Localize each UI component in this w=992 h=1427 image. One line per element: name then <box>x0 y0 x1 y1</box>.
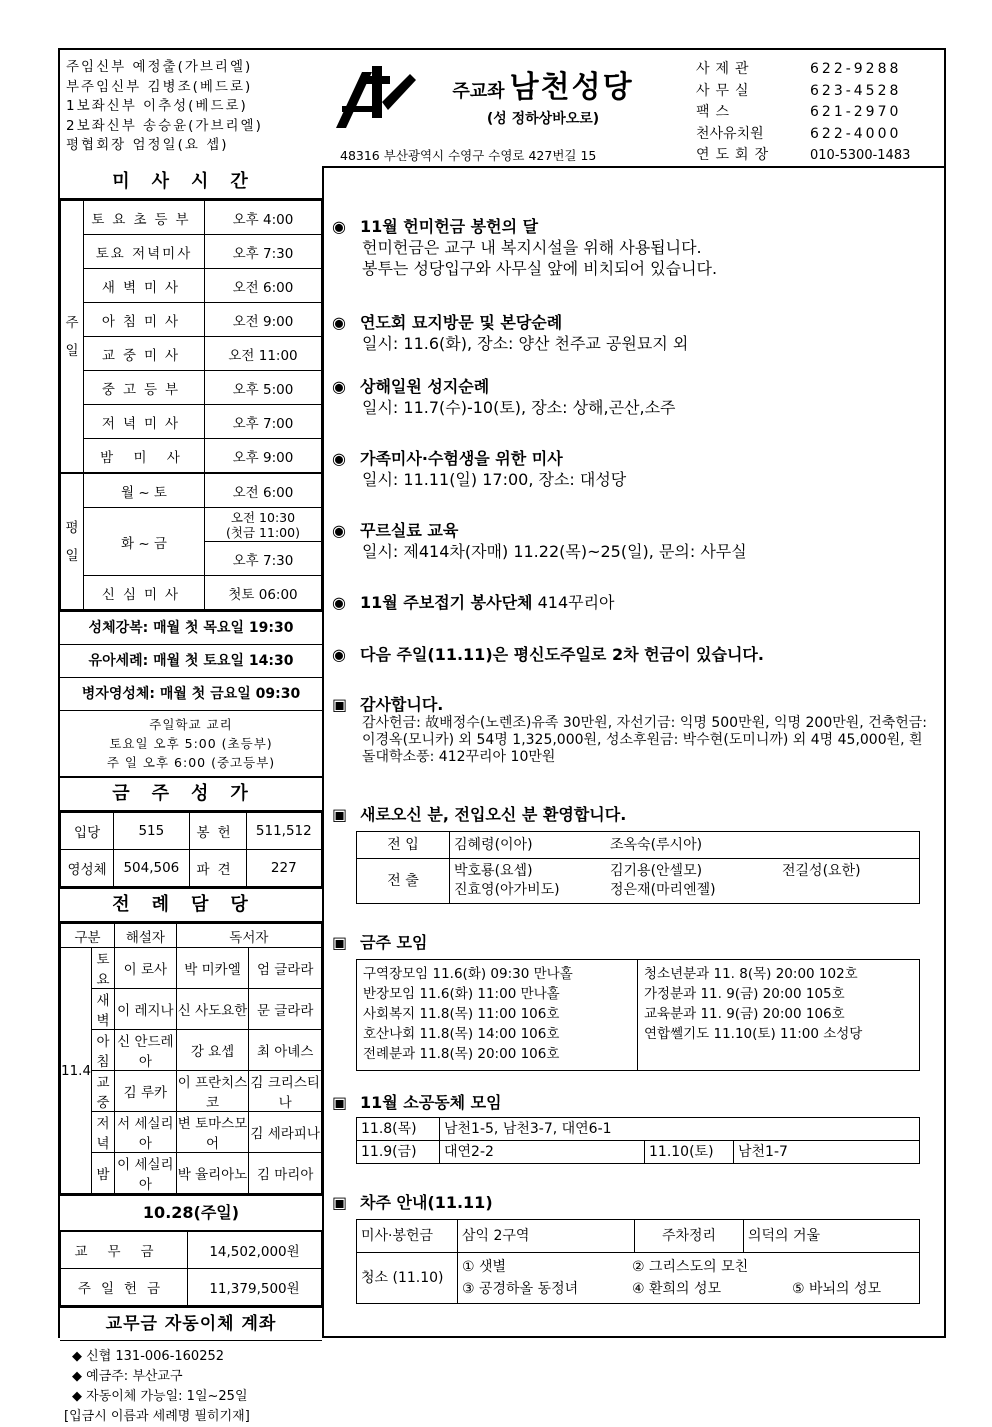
mass-name: 저녁미사 <box>84 405 205 439</box>
cleaning-item: ⑤ 바뇌의 성모 <box>792 1281 882 1297</box>
staff-line: 주임신부 예정출(가브리엘) <box>66 59 253 75</box>
mass-row <box>61 405 322 439</box>
welcome-names <box>450 832 920 859</box>
offering-table <box>60 1231 322 1306</box>
next-week-table <box>356 1219 920 1304</box>
mass-row <box>61 303 322 337</box>
mass-times-title: 미사시간 <box>60 166 322 200</box>
mass-name: 토요초등부 <box>84 201 205 235</box>
notice <box>332 592 615 613</box>
mass-name: 밤 미 사 <box>84 439 205 474</box>
hymn-value: 227 <box>246 850 321 887</box>
notice-title: 11월 주보접기 봉사단체 <box>360 593 533 612</box>
church-logo-icon <box>332 62 420 134</box>
mass-row <box>61 576 322 610</box>
meeting-line: 연합쎌기도 11.10(토) 11:00 소성당 <box>644 1026 863 1042</box>
notice <box>332 644 764 665</box>
notice-title: 상해일원 성지순례 <box>360 377 490 396</box>
meetings-left <box>357 960 638 1071</box>
welcome-label: 전 출 <box>357 859 450 904</box>
meeting-line: 사회복지 11.8(목) 11:00 106호 <box>363 1006 560 1022</box>
liturgy-reader: 엄 글라라 <box>249 948 322 989</box>
square-bullet-icon: ▣ <box>332 1093 348 1112</box>
liturgy-date: 11.4 <box>61 948 92 1194</box>
welcome-name: 정은재(마리엔젤) <box>610 882 716 898</box>
mass-time: 오후 5:00 <box>205 371 322 405</box>
next-week-label: 미사·봉헌금 <box>357 1220 458 1253</box>
contact-label: 사무실 <box>696 82 755 99</box>
bank-line: [입금시 이름과 세례명 필히기재] <box>64 1409 250 1424</box>
notice-title: 연도회 묘지방문 및 본당순례 <box>360 313 563 332</box>
liturgy-mass: 밤 <box>92 1153 115 1194</box>
meeting-line: 교육분과 11. 9(금) 20:00 106호 <box>644 1006 845 1022</box>
mass-name: 새벽미사 <box>84 269 205 303</box>
contact-row <box>696 103 910 123</box>
notice-line: 봉투는 성당입구와 사무실 앞에 비치되어 있습니다. <box>362 259 718 278</box>
staff-line: 평협회장 엄정일(요 셉) <box>66 137 229 153</box>
church-address: 48316 부산광역시 수영구 수영로 427번길 15 <box>340 148 597 163</box>
next-week-value: 의덕의 거울 <box>744 1220 920 1253</box>
liturgy-mass: 토요 <box>92 948 115 989</box>
square-bullet-icon: ▣ <box>332 805 348 824</box>
special-schedule: 성체강복: 매월 첫 목요일 19:30 <box>60 610 322 645</box>
liturgy-reader: 김 크리스티나 <box>249 1071 322 1112</box>
notice-line: 일시: 11.7(수)-10(토), 장소: 상해,곤산,소주 <box>362 398 676 417</box>
community-groups: 대연2-2 <box>440 1141 645 1164</box>
next-week-label: 청소 (11.10) <box>357 1253 458 1304</box>
staff-line: 1보좌신부 이추성(베드로) <box>66 98 248 114</box>
offering-row <box>61 1232 322 1269</box>
mass-time: 오전 9:00 <box>205 303 322 337</box>
community-groups: 남천1-5, 남천3-7, 대연6-1 <box>440 1118 920 1141</box>
mass-time: 오전 6:00 <box>205 269 322 303</box>
notice-title: 꾸르실료 교육 <box>360 521 459 540</box>
welcome-row <box>357 832 920 859</box>
liturgy-title: 전례담당 <box>60 887 322 923</box>
sunday-school-line: 주 일 오후 6:00 (중고등부) <box>106 755 276 770</box>
hymn-row <box>61 813 322 850</box>
contact-value: 010-5300-1483 <box>810 148 911 163</box>
bullet-icon: ◉ <box>332 217 346 236</box>
liturgy-row <box>61 1153 322 1194</box>
contact-row <box>696 125 910 145</box>
sunday-school-line: 토요일 오후 5:00 (초등부) <box>109 736 273 751</box>
bank-title: 교무금 자동이체 계좌 <box>60 1306 322 1341</box>
contact-row <box>696 82 910 102</box>
liturgy-reader: 최 아녜스 <box>249 1030 322 1071</box>
staff-line: 부주임신부 김병조(베드로) <box>66 78 253 95</box>
notice-line: 일시: 제414차(자매) 11.22(목)~25(일), 문의: 사무실 <box>362 542 747 561</box>
mass-row <box>61 337 322 371</box>
welcome-table <box>356 831 920 904</box>
notice-title: 가족미사·수험생을 위한 미사 <box>360 449 563 468</box>
contact-value: 623-4528 <box>810 82 902 99</box>
hymn-table <box>60 812 322 887</box>
special-schedule: 유아세례: 매월 첫 토요일 14:30 <box>60 645 322 678</box>
meeting-line: 호산나회 11.8(목) 14:00 106호 <box>363 1026 560 1042</box>
cleaning-item: ① 샛별 <box>462 1259 507 1275</box>
contact-label: 사제관 <box>696 61 755 77</box>
offering-label: 교무금 <box>61 1232 188 1269</box>
liturgy-header-row <box>61 924 322 948</box>
meeting-line: 청소년분과 11. 8(목) 20:00 102호 <box>644 966 858 982</box>
community-section <box>332 1092 920 1164</box>
mass-row <box>61 201 322 235</box>
liturgy-commentator: 신 안드레아 <box>115 1030 177 1071</box>
contact-value: 621-2970 <box>810 104 902 120</box>
community-groups: 남천1-7 <box>734 1141 920 1164</box>
bank-line: ◆ 신협 131-006-160252 <box>72 1349 225 1364</box>
notice-line: 일시: 11.11(일) 17:00, 장소: 대성당 <box>362 470 627 489</box>
liturgy-row <box>61 1030 322 1071</box>
church-patron: (성 정하상바오로) <box>486 111 600 127</box>
section-title: 금주 모임 <box>360 933 428 952</box>
community-row <box>357 1141 920 1164</box>
staff-line: 2보좌신부 송승윤(가브리엘) <box>66 117 263 134</box>
hymn-row <box>61 850 322 887</box>
square-bullet-icon: ▣ <box>332 1193 348 1212</box>
church-title <box>416 62 670 128</box>
welcome-name: 전길성(요한) <box>782 863 861 879</box>
contact-label: 천사유치원 <box>696 125 764 142</box>
liturgy-row <box>61 1071 322 1112</box>
special-schedule: 병자영성체: 매월 첫 금요일 09:30 <box>60 678 322 711</box>
mass-name: 교중미사 <box>84 337 205 371</box>
community-date: 11.10(토) <box>645 1141 734 1164</box>
meeting-line: 반장모임 11.6(화) 11:00 만나홀 <box>363 986 560 1002</box>
hymn-label: 파견 <box>189 850 246 887</box>
contact-row <box>696 146 910 166</box>
hymn-value: 504,506 <box>114 850 189 887</box>
mass-time: 오전 11:00 <box>205 337 322 371</box>
mass-time: 오후 7:00 <box>205 405 322 439</box>
meeting-line: 가정분과 11. 9(금) 20:00 105호 <box>644 986 845 1002</box>
meetings-section <box>332 932 920 1071</box>
cleaning-item: ② 그리스도의 모친 <box>632 1259 749 1275</box>
offering-value: 14,502,000원 <box>188 1232 322 1269</box>
section-title: 11월 소공동체 모임 <box>360 1093 502 1112</box>
section-title: 새로오신 분, 전입오신 분 환영합니다. <box>360 805 627 824</box>
liturgy-reader: 신 사도요한 <box>176 989 249 1030</box>
liturgy-mass: 아침 <box>92 1030 115 1071</box>
mass-name: 아침미사 <box>84 303 205 337</box>
header <box>60 50 944 168</box>
contact-label: 연도회장 <box>696 147 775 163</box>
liturgy-col: 해설자 <box>115 924 177 948</box>
bullet-icon: ◉ <box>332 645 346 664</box>
offering-value: 11,379,500원 <box>188 1269 322 1306</box>
mass-name: 화 ~ 금 <box>84 508 205 576</box>
notice <box>332 448 626 490</box>
weekday-label: 평일 <box>61 473 84 610</box>
liturgy-mass: 새벽 <box>92 989 115 1030</box>
notice-line: 일시: 11.6(화), 장소: 양산 천주교 공원묘지 외 <box>362 334 689 353</box>
next-week-section <box>332 1192 920 1304</box>
hymn-label: 영성체 <box>61 850 114 887</box>
square-bullet-icon: ▣ <box>332 933 348 952</box>
welcome-label: 전 입 <box>357 832 450 859</box>
mass-name: 신심미사 <box>84 576 205 610</box>
cleaning-list <box>458 1253 920 1304</box>
mass-row <box>61 473 322 508</box>
next-week-label: 주차정리 <box>635 1220 744 1253</box>
offering-date: 10.28(주일) <box>60 1194 322 1231</box>
square-bullet-icon: ▣ <box>332 695 348 714</box>
notice-title: 11월 헌미헌금 봉헌의 달 <box>360 217 539 236</box>
mass-row <box>61 235 322 269</box>
bank-line: ◆ 자동이체 가능일: 1일~25일 <box>72 1389 248 1404</box>
next-week-row <box>357 1220 920 1253</box>
mass-time: 오후 9:00 <box>205 439 322 474</box>
sunday-school-line: 주일학교 교리 <box>149 717 233 732</box>
welcome-row <box>357 859 920 904</box>
welcome-names <box>450 859 920 904</box>
liturgy-reader: 강 요셉 <box>176 1030 249 1071</box>
mass-time-line: (첫금 11:00) <box>226 524 300 540</box>
thanks-section <box>332 694 932 766</box>
contact-label: 팩스 <box>696 104 736 120</box>
next-week-row <box>357 1253 920 1304</box>
mass-time-line: 오전 10:30 <box>230 509 296 525</box>
notice-tail: 414꾸리아 <box>532 593 615 612</box>
welcome-name: 김혜령(이아) <box>454 836 533 853</box>
contact-row <box>696 60 910 80</box>
hymn-title: 금주성가 <box>60 778 322 812</box>
church-name: 남천성당 <box>509 70 634 105</box>
offering-label: 주일헌금 <box>61 1269 188 1306</box>
community-table <box>356 1117 920 1164</box>
contact-value: 622-9288 <box>810 61 902 77</box>
meetings-row <box>357 960 920 1071</box>
welcome-name: 김기용(안셀모) <box>610 863 703 879</box>
sunday-school <box>60 711 322 778</box>
liturgy-commentator: 김 루카 <box>115 1071 177 1112</box>
liturgy-commentator: 서 세실리아 <box>115 1112 177 1153</box>
notice-line: 헌미헌금은 교구 내 복지시설을 위해 사용됩니다. <box>362 238 702 257</box>
welcome-name: 진효영(아가비도) <box>454 882 560 898</box>
mass-times-table <box>60 200 322 610</box>
mass-name: 중고등부 <box>84 371 205 405</box>
contact-table <box>694 58 912 168</box>
bank-info <box>60 1341 322 1427</box>
thanks-text: 감사헌금: 故배정수(노렌조)유족 30만원, 자선기금: 익명 500만원, 익명 200만원, 건축헌금: 이경옥(모니카) 외 54명 1,325,000원, 성소후원금: 박수현(도미니까) 외 4명 45,000원, 흰돌대학소풍: 412꾸리아 10만원 <box>362 715 928 765</box>
liturgy-reader: 이 프란치스코 <box>176 1071 249 1112</box>
notice <box>332 312 688 354</box>
mass-row <box>61 371 322 405</box>
cleaning-item: ④ 환희의 성모 <box>632 1281 722 1297</box>
liturgy-col: 구분 <box>61 924 115 948</box>
bulletin-frame <box>58 48 946 1424</box>
meetings-right <box>638 960 920 1071</box>
bullet-icon: ◉ <box>332 593 346 612</box>
mass-name: 토요 저녁미사 <box>84 235 205 269</box>
liturgy-reader: 변 토마스모어 <box>176 1112 249 1153</box>
bullet-icon: ◉ <box>332 313 346 332</box>
mass-name: 월 ~ 토 <box>84 473 205 508</box>
community-date: 11.8(목) <box>357 1118 440 1141</box>
mass-time: 오후 7:30 <box>205 542 322 576</box>
liturgy-commentator: 이 레지나 <box>115 989 177 1030</box>
church-prefix: 주교좌 <box>452 81 505 102</box>
notice <box>332 216 717 279</box>
liturgy-col: 독서자 <box>176 924 321 948</box>
welcome-name: 박호룡(요셉) <box>454 863 533 879</box>
meeting-line: 전례분과 11.8(목) 20:00 106호 <box>363 1046 560 1062</box>
notice <box>332 520 747 562</box>
community-date: 11.9(금) <box>357 1141 440 1164</box>
mass-time: 첫토 06:00 <box>205 576 322 610</box>
hymn-label: 봉헌 <box>189 813 246 850</box>
liturgy-reader: 박 율리아노 <box>176 1153 249 1194</box>
community-row <box>357 1118 920 1141</box>
liturgy-row <box>61 989 322 1030</box>
liturgy-row <box>61 1112 322 1153</box>
mass-time: 오후 4:00 <box>205 201 322 235</box>
next-week-value: 삼익 2구역 <box>458 1220 635 1253</box>
liturgy-reader: 문 글라라 <box>249 989 322 1030</box>
liturgy-row <box>61 948 322 989</box>
meetings-table <box>356 959 920 1071</box>
mass-row <box>61 269 322 303</box>
bank-line: ◆ 예금주: 부산교구 <box>72 1369 183 1384</box>
bullet-icon: ◉ <box>332 377 346 396</box>
liturgy-commentator: 이 로사 <box>115 948 177 989</box>
liturgy-reader: 김 마리아 <box>249 1153 322 1194</box>
liturgy-reader: 김 세라피나 <box>249 1112 322 1153</box>
sunday-label: 주일 <box>61 201 84 474</box>
staff-list <box>66 58 263 156</box>
section-title: 감사합니다. <box>360 695 444 714</box>
hymn-value: 515 <box>114 813 189 850</box>
left-column <box>60 166 324 1424</box>
notice-title: 다음 주일(11.11)은 평신도주일로 2차 헌금이 있습니다. <box>360 645 764 664</box>
meeting-line: 구역장모임 11.6(화) 09:30 만나홀 <box>363 966 573 982</box>
liturgy-mass: 저녁 <box>92 1112 115 1153</box>
liturgy-mass: 교중 <box>92 1071 115 1112</box>
liturgy-commentator: 이 세실리아 <box>115 1153 177 1194</box>
mass-row <box>61 439 322 474</box>
welcome-section <box>332 804 920 904</box>
offering-row <box>61 1269 322 1306</box>
notice <box>332 376 676 418</box>
liturgy-table <box>60 923 322 1194</box>
bullet-icon: ◉ <box>332 449 346 468</box>
liturgy-reader: 박 미카엘 <box>176 948 249 989</box>
hymn-label: 입당 <box>61 813 114 850</box>
welcome-name: 조옥숙(루시아) <box>610 836 703 853</box>
section-title: 차주 안내(11.11) <box>360 1193 493 1212</box>
bullet-icon: ◉ <box>332 521 346 540</box>
mass-time: 오전 6:00 <box>205 473 322 508</box>
hymn-value: 511,512 <box>246 813 321 850</box>
mass-row <box>61 508 322 542</box>
contact-value: 622-4000 <box>810 125 902 142</box>
mass-time: 오후 7:30 <box>205 235 322 269</box>
mass-time <box>205 508 322 542</box>
cleaning-item: ③ 공경하올 동정녀 <box>462 1281 579 1297</box>
